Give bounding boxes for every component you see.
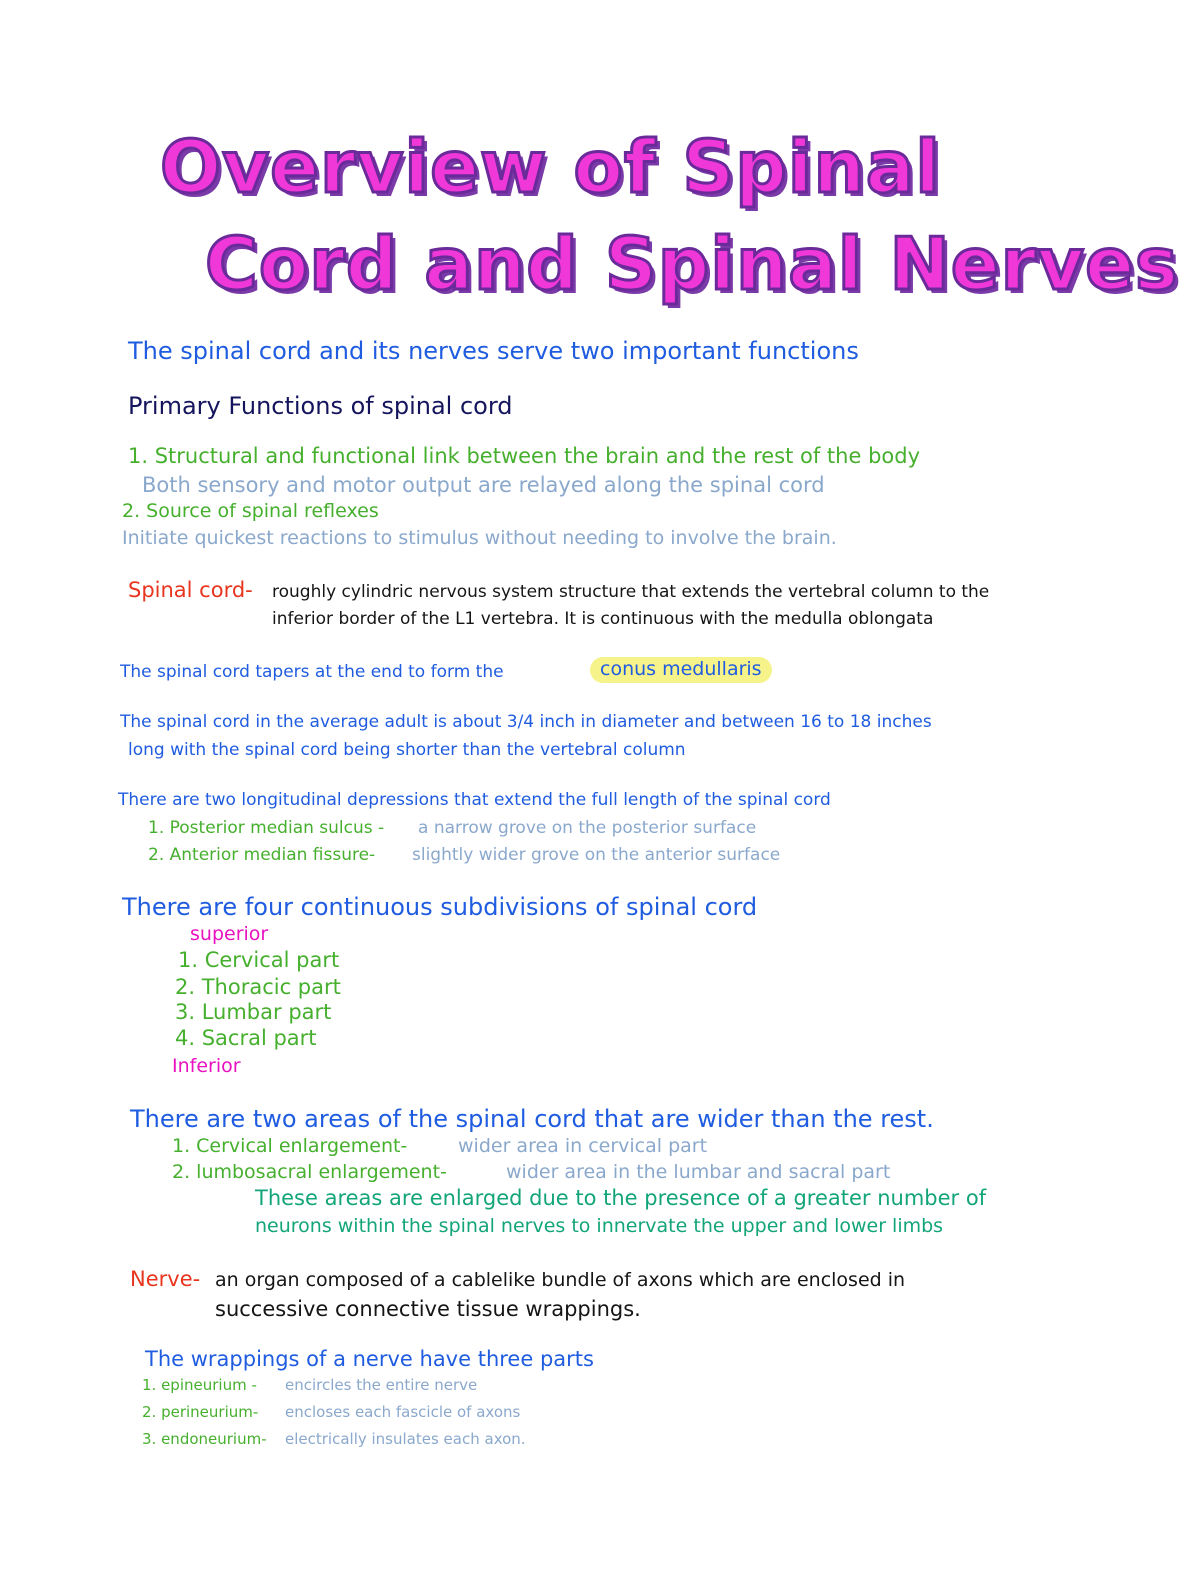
function-item-2-note: Initiate quickest reactions to stimulus without needing to involve the brain. [122, 527, 837, 549]
wrapping-item-1-term: 1. epineurium - [142, 1376, 257, 1394]
wrapping-item-2-desc: encloses each fascicle of axons [285, 1403, 521, 1421]
superior-label: superior [190, 923, 269, 945]
areas-heading: There are two areas of the spinal cord that are wider than the rest. [130, 1105, 934, 1133]
nerve-def-line-1: an organ composed of a cablelike bundle of axons which are enclosed in [215, 1269, 906, 1291]
function-item-1: 1. Structural and functional link between the brain and the rest of the body [128, 444, 921, 468]
wrapping-item-3-term: 3. endoneurium- [142, 1430, 267, 1448]
depression-item-2-term: 2. Anterior median fissure- [148, 845, 376, 865]
nerve-def-line-2: successive connective tissue wrappings. [215, 1297, 641, 1321]
depression-item-1-desc: a narrow grove on the posterior surface [418, 818, 757, 838]
subdivision-item-2: 2. Thoracic part [175, 975, 341, 999]
area-item-2-desc: wider area in the lumbar and sacral part [506, 1161, 891, 1183]
areas-note-line-1: These areas are enlarged due to the presence of a greater number of [255, 1186, 987, 1210]
wrapping-item-3-desc: electrically insulates each axon. [285, 1430, 526, 1448]
intro-text: The spinal cord and its nerves serve two important functions [128, 337, 859, 365]
function-item-2: 2. Source of spinal reflexes [122, 500, 379, 522]
conus-medullaris-highlight: conus medullaris [590, 657, 772, 683]
wrappings-heading: The wrappings of a nerve have three parts [145, 1347, 594, 1371]
subdivision-item-1: 1. Cervical part [178, 948, 340, 972]
inferior-label: Inferior [172, 1055, 241, 1077]
size-line-1: The spinal cord in the average adult is about 3/4 inch in diameter and between 16 to 18 inches [120, 712, 932, 732]
area-item-1-desc: wider area in cervical part [458, 1135, 708, 1157]
subdivisions-heading: There are four continuous subdivisions of spinal cord [122, 893, 758, 921]
wrapping-item-2-term: 2. perineurium- [142, 1403, 259, 1421]
spinal-cord-def-line-1: roughly cylindric nervous system structure that extends the vertebral column to the [272, 582, 990, 602]
nerve-term: Nerve- [130, 1267, 201, 1291]
depression-item-1-term: 1. Posterior median sulcus - [148, 818, 385, 838]
areas-note-line-2: neurons within the spinal nerves to innervate the upper and lower limbs [255, 1215, 944, 1237]
spinal-cord-term: Spinal cord- [128, 578, 253, 602]
function-item-1-note: Both sensory and motor output are relayed along the spinal cord [142, 473, 825, 497]
depressions-heading: There are two longitudinal depressions that extend the full length of the spinal cord [118, 790, 831, 810]
subdivision-item-4: 4. Sacral part [175, 1026, 317, 1050]
primary-functions-heading: Primary Functions of spinal cord [128, 392, 513, 420]
depression-item-2-desc: slightly wider grove on the anterior surface [412, 845, 781, 865]
area-item-2-term: 2. lumbosacral enlargement- [172, 1161, 447, 1183]
subdivision-item-3: 3. Lumbar part [175, 1000, 332, 1024]
page-title-line-1: Overview of Spinal [160, 125, 941, 209]
spinal-cord-def-line-2: inferior border of the L1 vertebra. It is continuous with the medulla oblongata [272, 609, 934, 629]
area-item-1-term: 1. Cervical enlargement- [172, 1135, 408, 1157]
page-title-line-2: Cord and Spinal Nerves [205, 222, 1179, 306]
wrapping-item-1-desc: encircles the entire nerve [285, 1376, 478, 1394]
size-line-2: long with the spinal cord being shorter than the vertebral column [128, 740, 686, 760]
tapers-text: The spinal cord tapers at the end to form the [120, 662, 504, 682]
